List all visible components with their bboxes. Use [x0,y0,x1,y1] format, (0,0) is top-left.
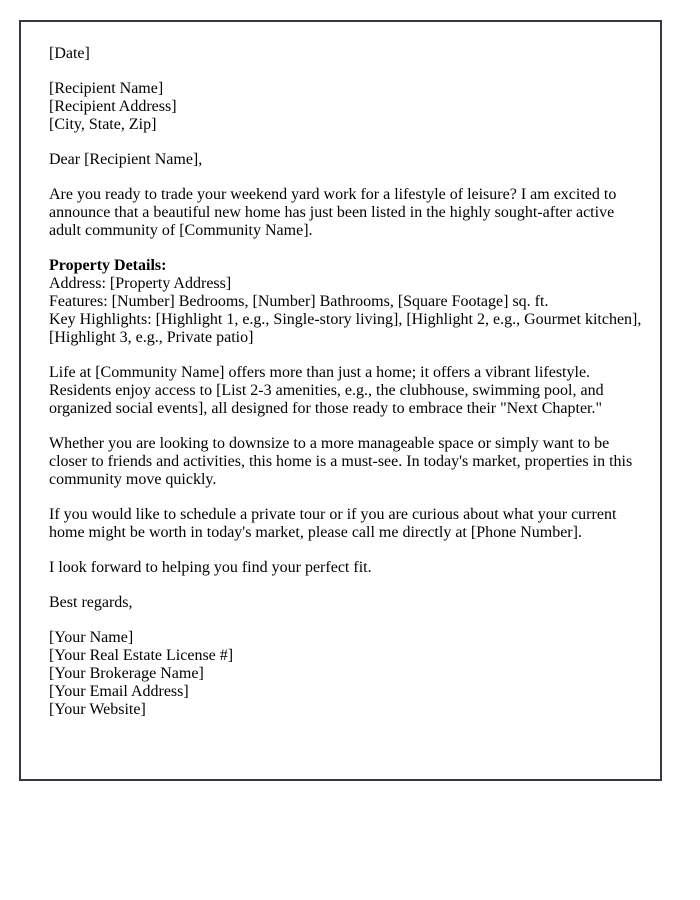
market-paragraph: Whether you are looking to downsize to a more manageable space or simply want to be closer to friends and activities, this home is a must-see. In today's market, properties in this community move quickly. [49,435,633,488]
signature-block [49,629,648,719]
signature-email-line: [Your Email Address] [49,683,189,700]
signature-name-line: [Your Name] [49,629,134,646]
intro-paragraph: Are you ready to trade your weekend yard work for a lifestyle of leisure? I am excited to announce that a beautiful new home has just been listed in the highly sought-after active adult community of [Community Name]. [49,186,617,239]
closing-paragraph: I look forward to helping you find your perfect fit. [49,559,372,576]
property-details-heading: Property Details: [49,257,167,274]
recipient-city-state-zip-line: [City, State, Zip] [49,116,157,133]
property-highlights-line: Key Highlights: [Highlight 1, e.g., Single-story living], [Highlight 2, e.g., Gourmet kitchen], [Highlight 3, e.g., Private patio] [49,311,642,346]
salutation: Dear [Recipient Name], [49,151,203,168]
sign-off: Best regards, [49,594,133,611]
property-details-block [49,257,648,347]
property-features-line: Features: [Number] Bedrooms, [Number] Bathrooms, [Square Footage] sq. ft. [49,293,549,310]
date-line: [Date] [49,45,90,62]
cta-paragraph: If you would like to schedule a private tour or if you are curious about what your current home might be worth in today's market, please call me directly at [Phone Number]. [49,506,617,541]
property-address-line: Address: [Property Address] [49,275,232,292]
lifestyle-paragraph: Life at [Community Name] offers more than just a home; it offers a vibrant lifestyle. Residents enjoy access to [List 2-3 amenities, e.g., the clubhouse, swimming pool, and organized social events], all designed for those ready to embrace their "Next Chapter." [49,364,604,417]
signature-website-line: [Your Website] [49,701,146,718]
recipient-block [49,80,648,134]
signature-license-line: [Your Real Estate License #] [49,647,234,664]
letter-page [19,20,662,781]
recipient-name-line: [Recipient Name] [49,80,164,97]
signature-brokerage-line: [Your Brokerage Name] [49,665,204,682]
recipient-address-line: [Recipient Address] [49,98,177,115]
